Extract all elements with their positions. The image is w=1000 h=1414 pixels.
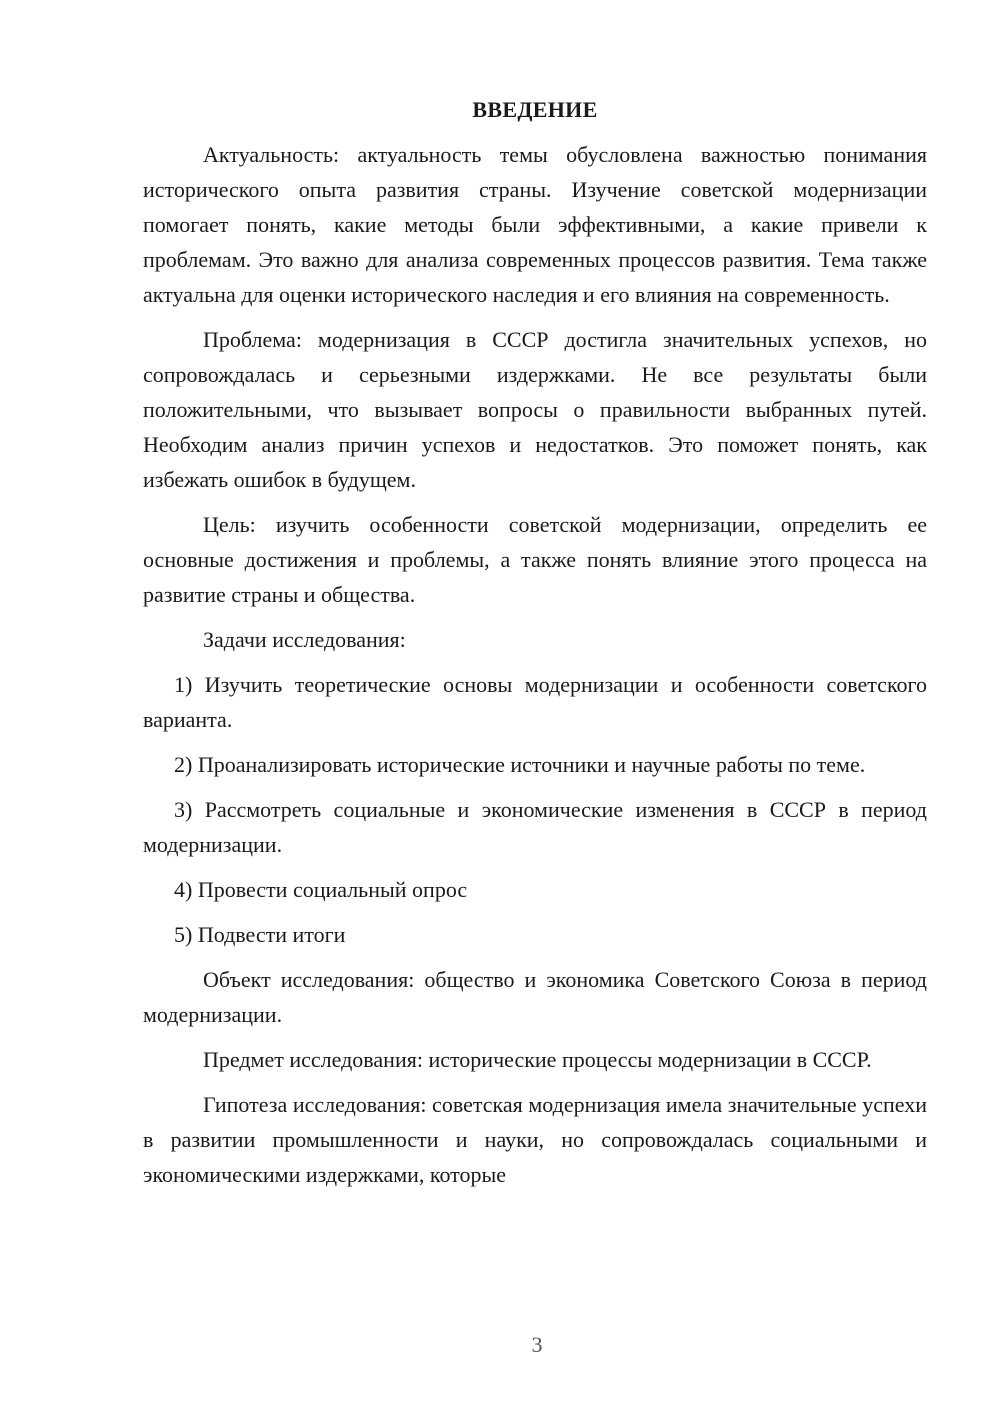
paragraph-problem: Проблема: модернизация в СССР достигла значительных успехов, но сопровождалась и серьезными издержками. Не все результаты были положительными, что вызывает вопросы о правильности выбранных путей. Необходим анализ причин успехов и недостатков. Это поможет понять, как избежать ошибок в будущем. [143, 327, 927, 492]
task-item-3: 3) Рассмотреть социальные и экономические изменения в СССР в период модернизации. [143, 797, 927, 857]
tasks-list [143, 667, 927, 952]
paragraph-hypothesis: Гипотеза исследования: советская модернизация имела значительные успехи в развитии промышленности и науки, но сопровождалась социальными и экономическими издержками, которые [143, 1092, 927, 1187]
paragraph-goal: Цель: изучить особенности советской модернизации, определить ее основные достижения и проблемы, а также понять влияние этого процесса на развитие страны и общества. [143, 512, 927, 607]
page-body [143, 95, 927, 1202]
task-item-1: 1) Изучить теоретические основы модернизации и особенности советского варианта. [143, 672, 927, 732]
page-number: 3 [531, 1332, 543, 1357]
task-item-5: 5) Подвести итоги [174, 922, 346, 947]
paragraph-object: Объект исследования: общество и экономика Советского Союза в период модернизации. [143, 967, 927, 1027]
paragraph-subject: Предмет исследования: исторические процессы модернизации в СССР. [203, 1047, 872, 1072]
page-title: ВВЕДЕНИЕ [472, 97, 598, 122]
task-item-2: 2) Проанализировать исторические источники и научные работы по теме. [174, 752, 866, 777]
tasks-heading: Задачи исследования: [203, 627, 406, 652]
paragraph-relevance: Актуальность: актуальность темы обусловлена важностью понимания исторического опыта развития страны. Изучение советской модернизации помогает понять, какие методы были эффективными, а какие привели к проблемам. Это важно для анализа современных процессов развития. Тема также актуальна для оценки исторического наследия и его влияния на современность. [143, 142, 927, 307]
task-item-4: 4) Провести социальный опрос [174, 877, 468, 902]
